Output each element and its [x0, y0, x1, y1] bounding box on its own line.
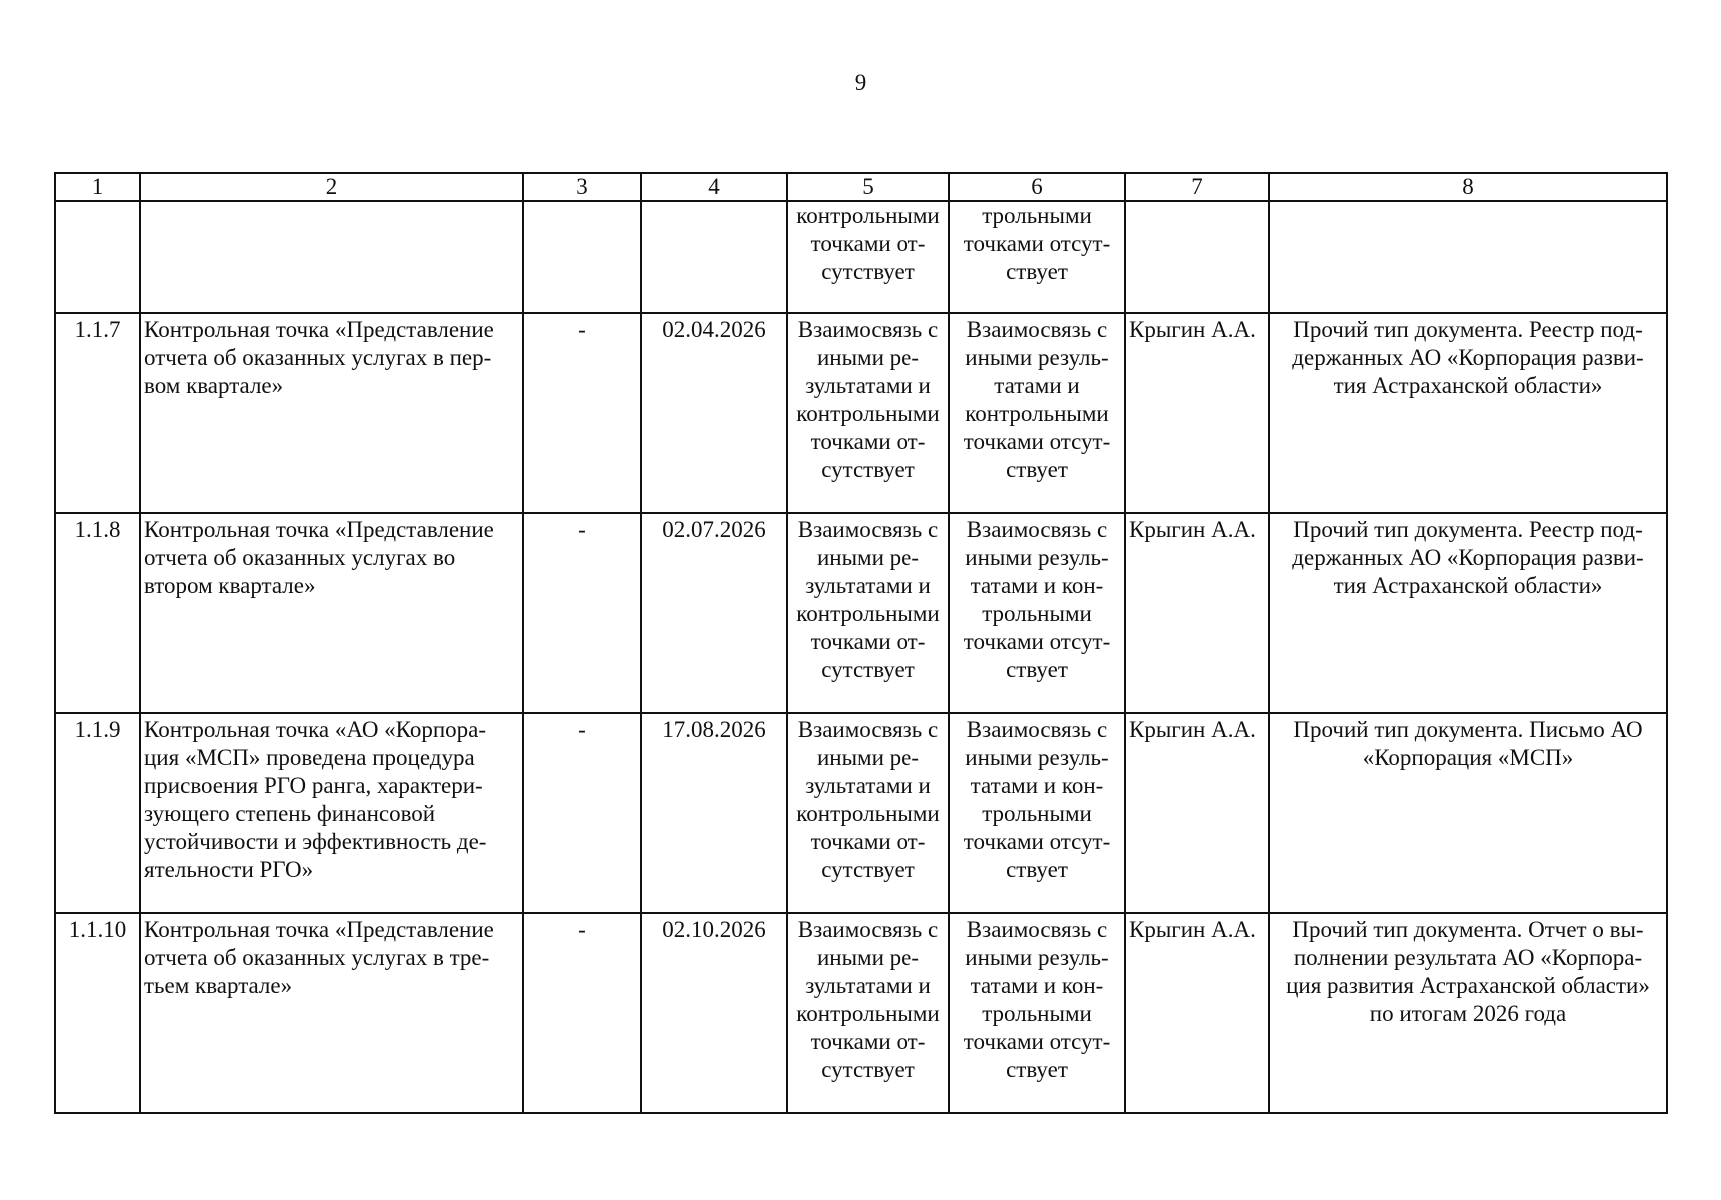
- cell-text-line: тия Астраханской области»: [1333, 373, 1603, 398]
- cell-text-line: Взаимосвязь с: [797, 317, 939, 342]
- cell-text-line: отчета об оказанных услугах в пер-: [144, 345, 492, 370]
- cell-date: 02.07.2026: [641, 513, 787, 713]
- cell-col5: [787, 513, 949, 713]
- cell-text-line: контрольными: [965, 401, 1109, 426]
- cell-text-line: ция «МСП» проведена процедура: [144, 745, 475, 770]
- cell-responsible: Крыгин А.А.: [1125, 713, 1269, 913]
- page-number: 9: [854, 70, 867, 95]
- cell-doc: [1269, 713, 1667, 913]
- header-col-4: 4: [641, 173, 787, 201]
- cell-text-line: полнении результата АО «Корпора-: [1293, 945, 1643, 970]
- cell-text-line: Прочий тип документа. Отчет о вы-: [1292, 917, 1644, 942]
- table-row: [55, 313, 1667, 513]
- cell-date: 02.10.2026: [641, 913, 787, 1113]
- cell-text-line: иными резуль-: [965, 545, 1109, 570]
- cell-text-line: отчета об оказанных услугах во: [144, 545, 456, 570]
- cell-text-line: зующего степень финансовой: [144, 801, 436, 826]
- cell-text-line: иными резуль-: [965, 745, 1109, 770]
- cell-text-line: Прочий тип документа. Письмо АО: [1293, 717, 1643, 742]
- cell-text-line: ствует: [1006, 457, 1068, 482]
- cell-responsible: Крыгин А.А.: [1125, 913, 1269, 1113]
- cell-doc: [1269, 201, 1667, 313]
- cell-text-line: сутствует: [821, 1057, 915, 1082]
- cell-text-line: трольными: [982, 203, 1092, 228]
- cell-text-line: точками отсут-: [963, 1029, 1111, 1054]
- cell-text-line: ятельности РГО»: [144, 857, 314, 882]
- header-col-1: 1: [55, 173, 140, 201]
- header-col-3: 3: [523, 173, 641, 201]
- cell-text-line: ция развития Астраханской области»: [1286, 973, 1650, 998]
- cell-col3: -: [523, 913, 641, 1113]
- cell-col6: [949, 201, 1125, 313]
- cell-text-line: Контрольная точка «АО «Корпора-: [144, 717, 487, 742]
- cell-text-line: Взаимосвязь с: [966, 917, 1108, 942]
- cell-text-line: Контрольная точка «Представление: [144, 317, 494, 342]
- cell-text-line: точками от-: [810, 429, 926, 454]
- table-row: [55, 913, 1667, 1113]
- cell-text-line: контрольными: [796, 401, 940, 426]
- cell-date: [641, 201, 787, 313]
- cell-text-line: иными ре-: [816, 545, 920, 570]
- cell-name: [140, 513, 523, 713]
- cell-text-line: иными резуль-: [965, 345, 1109, 370]
- cell-text-line: иными ре-: [816, 945, 920, 970]
- cell-num: 1.1.8: [55, 513, 140, 713]
- cell-col6: [949, 913, 1125, 1113]
- cell-col3: [523, 201, 641, 313]
- cell-text-line: Контрольная точка «Представление: [144, 517, 494, 542]
- cell-text-line: ствует: [1006, 1057, 1068, 1082]
- cell-text-line: по итогам 2026 года: [1369, 1001, 1567, 1026]
- cell-text-line: контрольными: [796, 601, 940, 626]
- cell-col5: [787, 313, 949, 513]
- cell-text-line: зультатами и: [805, 373, 931, 398]
- cell-text-line: тия Астраханской области»: [1333, 573, 1603, 598]
- cell-text-line: точками отсут-: [963, 231, 1111, 256]
- cell-text-line: держанных АО «Корпорация разви-: [1292, 345, 1644, 370]
- cell-text-line: трольными: [982, 601, 1092, 626]
- cell-col6: [949, 313, 1125, 513]
- cell-text-line: «Корпорация «МСП»: [1362, 745, 1574, 770]
- header-col-6: 6: [949, 173, 1125, 201]
- cell-text-line: сутствует: [821, 259, 915, 284]
- cell-text-line: сутствует: [821, 457, 915, 482]
- cell-text-line: ствует: [1006, 259, 1068, 284]
- cell-text-line: трольными: [982, 1001, 1092, 1026]
- cell-col5: [787, 713, 949, 913]
- cell-text-line: Контрольная точка «Представление: [144, 917, 494, 942]
- cell-num: 1.1.7: [55, 313, 140, 513]
- continuation-row: [55, 201, 1667, 313]
- cell-col3: -: [523, 513, 641, 713]
- cell-text-line: Прочий тип документа. Реестр под-: [1293, 317, 1643, 342]
- table-row: [55, 713, 1667, 913]
- cell-date: 17.08.2026: [641, 713, 787, 913]
- cell-text-line: иными ре-: [816, 745, 920, 770]
- cell-doc: [1269, 913, 1667, 1113]
- cell-text-line: точками отсут-: [963, 829, 1111, 854]
- cell-date: 02.04.2026: [641, 313, 787, 513]
- cell-name: [140, 713, 523, 913]
- cell-text-line: точками от-: [810, 829, 926, 854]
- cell-text-line: трольными: [982, 801, 1092, 826]
- cell-text-line: отчета об оказанных услугах в тре-: [144, 945, 490, 970]
- cell-doc: [1269, 313, 1667, 513]
- cell-col5: [787, 201, 949, 313]
- cell-text-line: татами и кон-: [970, 773, 1104, 798]
- cell-text-line: Взаимосвязь с: [966, 517, 1108, 542]
- cell-text-line: татами и кон-: [970, 973, 1104, 998]
- cell-col3: -: [523, 713, 641, 913]
- control-points-table: [54, 172, 1668, 1114]
- cell-responsible: Крыгин А.А.: [1125, 513, 1269, 713]
- cell-num: 1.1.10: [55, 913, 140, 1113]
- cell-text-line: держанных АО «Корпорация разви-: [1292, 545, 1644, 570]
- cell-text-line: устойчивости и эффективность де-: [144, 829, 487, 854]
- cell-text-line: точками от-: [810, 1029, 926, 1054]
- cell-responsible: [1125, 201, 1269, 313]
- cell-doc: [1269, 513, 1667, 713]
- cell-text-line: Взаимосвязь с: [797, 917, 939, 942]
- cell-text-line: присвоения РГО ранга, характери-: [144, 773, 483, 798]
- header-col-7: 7: [1125, 173, 1269, 201]
- cell-name: [140, 201, 523, 313]
- cell-num: 1.1.9: [55, 713, 140, 913]
- cell-text-line: зультатами и: [805, 573, 931, 598]
- cell-responsible: Крыгин А.А.: [1125, 313, 1269, 513]
- cell-text-line: контрольными: [796, 203, 940, 228]
- cell-col6: [949, 513, 1125, 713]
- cell-name: [140, 913, 523, 1113]
- cell-text-line: зультатами и: [805, 973, 931, 998]
- cell-text-line: Взаимосвязь с: [966, 317, 1108, 342]
- header-row: [55, 173, 1667, 201]
- cell-text-line: Прочий тип документа. Реестр под-: [1293, 517, 1643, 542]
- cell-text-line: втором квартале»: [144, 573, 316, 598]
- cell-text-line: сутствует: [821, 657, 915, 682]
- cell-text-line: ствует: [1006, 857, 1068, 882]
- cell-text-line: контрольными: [796, 1001, 940, 1026]
- cell-text-line: татами и кон-: [970, 573, 1104, 598]
- cell-col3: -: [523, 313, 641, 513]
- header-col-5: 5: [787, 173, 949, 201]
- cell-text-line: вом квартале»: [144, 373, 284, 398]
- cell-text-line: Взаимосвязь с: [797, 517, 939, 542]
- cell-text-line: Взаимосвязь с: [797, 717, 939, 742]
- table-row: [55, 513, 1667, 713]
- cell-num: [55, 201, 140, 313]
- cell-text-line: Взаимосвязь с: [966, 717, 1108, 742]
- cell-text-line: сутствует: [821, 857, 915, 882]
- header-col-2: 2: [140, 173, 523, 201]
- cell-text-line: точками от-: [810, 629, 926, 654]
- cell-text-line: зультатами и: [805, 773, 931, 798]
- cell-text-line: точками отсут-: [963, 629, 1111, 654]
- cell-text-line: татами и: [994, 373, 1080, 398]
- cell-text-line: иными резуль-: [965, 945, 1109, 970]
- cell-col6: [949, 713, 1125, 913]
- cell-text-line: контрольными: [796, 801, 940, 826]
- cell-text-line: точками отсут-: [963, 429, 1111, 454]
- cell-col5: [787, 913, 949, 1113]
- cell-text-line: точками от-: [810, 231, 926, 256]
- cell-text-line: тьем квартале»: [144, 973, 293, 998]
- header-col-8: 8: [1269, 173, 1667, 201]
- cell-text-line: ствует: [1006, 657, 1068, 682]
- cell-text-line: иными ре-: [816, 345, 920, 370]
- cell-name: [140, 313, 523, 513]
